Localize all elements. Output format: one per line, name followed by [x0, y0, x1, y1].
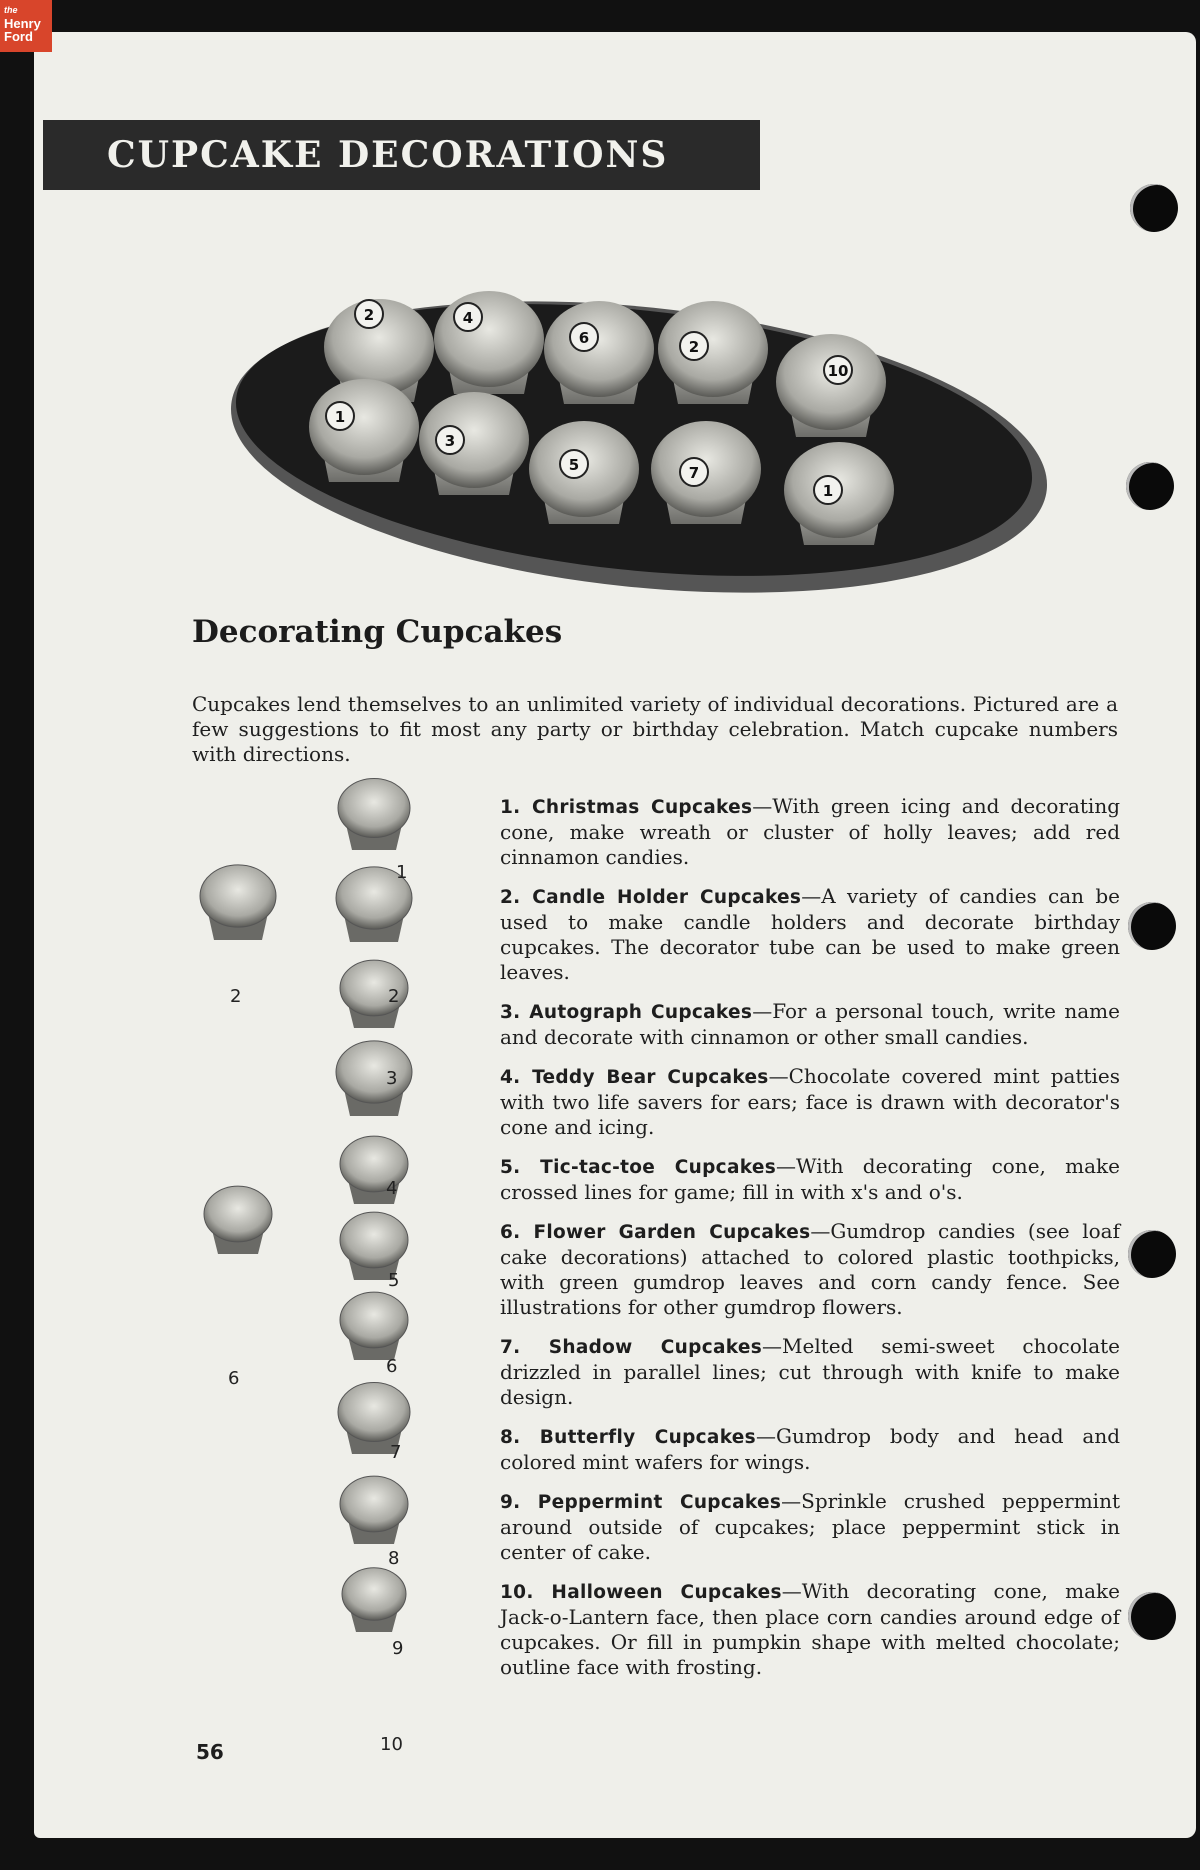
thumb-label: 9 [392, 1638, 404, 1659]
thumb-cupcake [338, 778, 410, 850]
thumb-label: 1 [396, 862, 408, 883]
direction-item: 5. Tic-tac-toe Cupcakes—With decorating cone, make crossed lines for game; fill in with x's and o's. [500, 1154, 1121, 1204]
direction-item: 8. Butterfly Cupcakes—Gumdrop body and head and colored mint wafers for wings. [500, 1424, 1121, 1474]
direction-item: 1. Christmas Cupcakes—With green icing and decorating cone, make wreath or cluster of holly leaves; add red cinnamon candies. [500, 794, 1120, 869]
photo-number-badge [326, 402, 354, 430]
direction-item: 4. Teddy Bear Cupcakes—Chocolate covered mint patties with two life savers for ears; face is drawn with decorator's cone and icing. [500, 1064, 1120, 1139]
direction-item: 3. Autograph Cupcakes—For a personal touch, write name and decorate with cinnamon or other small candies. [500, 999, 1120, 1049]
thumb-label: 8 [388, 1548, 400, 1569]
svg-text:3: 3 [444, 432, 456, 450]
thumb-cupcake [340, 1292, 408, 1360]
photo-number-badge [814, 476, 842, 504]
photo-number-badge [570, 323, 598, 351]
direction-item: 9. Peppermint Cupcakes—Sprinkle crushed peppermint around outside of cupcakes; place peppermint stick in center of cake. [500, 1489, 1120, 1564]
photo-number-badge [454, 303, 482, 331]
thumbnail-illustrations [174, 770, 504, 1770]
binder-hole-5 [1128, 1592, 1176, 1640]
thumb-label: 7 [390, 1442, 402, 1463]
svg-text:2: 2 [363, 306, 375, 324]
svg-text:2: 2 [688, 338, 700, 356]
photo-number-badge [355, 300, 383, 328]
thumb-cupcake [340, 1136, 408, 1204]
thumb-label: 6 [228, 1368, 240, 1389]
svg-text:4: 4 [462, 309, 474, 327]
document-page [34, 32, 1196, 1838]
thumb-cupcake [340, 1476, 408, 1544]
thumb-label: 2 [388, 986, 400, 1007]
thumbnail-column [174, 770, 504, 1770]
svg-text:1: 1 [822, 482, 834, 500]
direction-item: 6. Flower Garden Cupcakes—Gumdrop candies (see loaf cake decorations) attached to colored plastic toothpicks, with green gumdrop leaves and corn candy fence. See illustrations for other gumdrop flowers. [500, 1219, 1120, 1319]
photo-number-badge [824, 356, 852, 384]
direction-item: 7. Shadow Cupcakes—Melted semi-sweet chocolate drizzled in parallel lines; cut through with knife to make design. [500, 1334, 1120, 1409]
svg-text:5: 5 [568, 456, 580, 474]
thumb-cupcake [200, 865, 276, 940]
page-number: 56 [196, 1740, 224, 1764]
thumb-label: 3 [386, 1068, 398, 1089]
direction-item: 10. Halloween Cupcakes—With decorating cone, make Jack-o-Lantern face, then place corn candies around edge of cupcakes. Or fill in pumpkin shape with melted chocolate; outline face with frosting. [500, 1579, 1121, 1679]
thumb-label: 4 [386, 1178, 398, 1199]
svg-text:7: 7 [688, 464, 700, 482]
thumb-label: 10 [380, 1734, 403, 1755]
photo-number-badge [436, 426, 464, 454]
page-title: CUPCAKE DECORATIONS [107, 134, 669, 176]
thumb-cupcake [204, 1186, 272, 1254]
cupcake-tray-photo [164, 202, 1114, 642]
svg-text:6: 6 [578, 329, 590, 347]
page-header-bar [43, 120, 760, 190]
photo-number-badge [560, 450, 588, 478]
direction-item: 2. Candle Holder Cupcakes—A variety of candies can be used to make candle holders and decorate birthday cupcakes. The decorator tube can be used to make green leaves. [500, 884, 1120, 984]
binder-hole-2 [1126, 462, 1174, 510]
thumb-label: 6 [386, 1356, 398, 1377]
section-title: Decorating Cupcakes [192, 614, 563, 650]
thumb-label: 2 [230, 986, 242, 1007]
thumb-cupcake [342, 1568, 406, 1632]
logo-line2: Ford [4, 29, 33, 44]
directions-list [500, 794, 1120, 1694]
binder-hole-1 [1130, 184, 1178, 232]
svg-text:1: 1 [334, 408, 346, 426]
photo-number-badge [680, 332, 708, 360]
intro-paragraph: Cupcakes lend themselves to an unlimited variety of individual decorations. Pictured are a few suggestions to fit most any party or birthday celebration. Match cupcake numbers with directions. [192, 692, 1118, 766]
logo-small-text: the [4, 5, 18, 15]
photo-number-badge [680, 458, 708, 486]
logo-line1: Henry [4, 16, 41, 31]
henry-ford-logo [0, 0, 52, 52]
binder-hole-3 [1128, 902, 1176, 950]
thumb-label: 5 [388, 1270, 400, 1291]
binder-hole-4 [1128, 1230, 1176, 1278]
svg-text:10: 10 [827, 362, 849, 380]
thumb-cupcake [336, 1041, 412, 1116]
